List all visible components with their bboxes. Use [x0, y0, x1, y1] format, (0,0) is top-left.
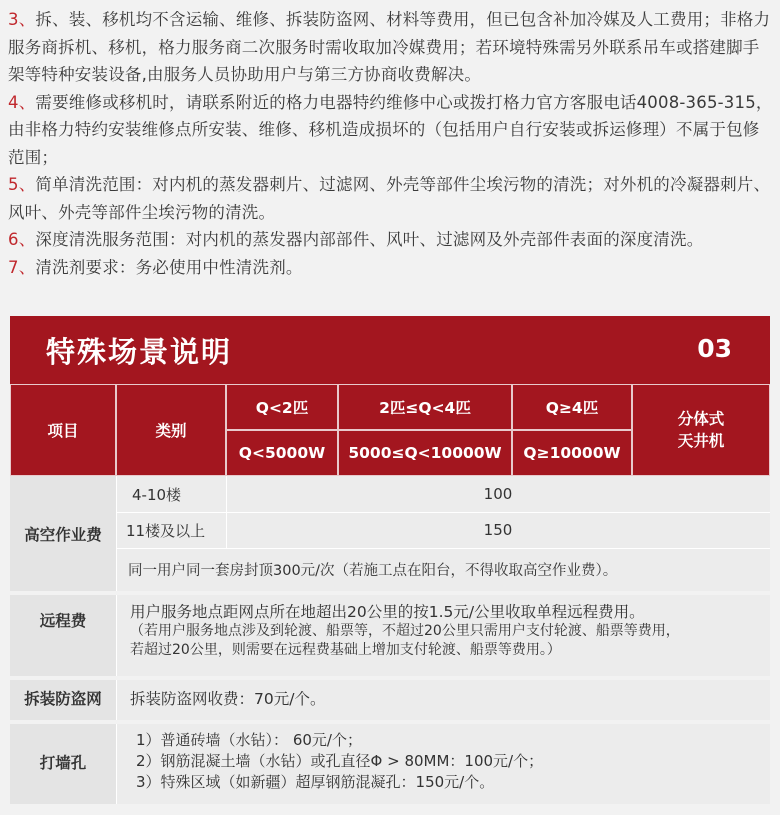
wall-hole-item-2: 2）钢筋混凝土墙（水钻）或孔直径Φ > 80MM：100元/个； [136, 752, 544, 770]
header-col1-top: Q<2匹 [226, 384, 338, 430]
note-text: 深度清洗服务范围：对内机的蒸发器内部部件、风叶、过滤网及外壳部件表面的深度清洗。 [35, 230, 704, 249]
note-item [8, 226, 774, 254]
header-col2-bottom: 5000≤Q<10000W [338, 430, 512, 476]
divider [116, 512, 770, 513]
remote-fee-label: 远程费 [10, 591, 116, 676]
anti-theft-label: 拆装防盗网 [10, 676, 116, 720]
high-altitude-value-1: 100 [226, 476, 770, 512]
high-altitude-category-1: 4-10楼 [116, 476, 226, 512]
high-altitude-value-2: 150 [226, 512, 770, 548]
remote-fee-line3: 若超过20公里，则需要在远程费基础上增加支付轮渡、船票等费用。） [130, 642, 561, 658]
divider [10, 591, 770, 595]
note-number: 6、 [8, 230, 36, 249]
note-text: 拆、装、移机均不含运输、维修、拆装防盗网、材料等费用，但已包含补加冷媒及人工费用；非格力服务商拆机、移机，格力服务商二次服务时需收取加冷媒费用；若环境特殊需另外联系吊车或搭建脚手架等特种安装设备,由服务人员协助用户与第三方协商收费解决。 [8, 10, 771, 84]
header-col4 [632, 384, 770, 476]
header-category: 类别 [116, 384, 226, 476]
table-header [10, 384, 770, 476]
wall-hole-item-3: 3）特殊区域（如新疆）超厚钢筋混凝孔：150元/个。 [136, 773, 495, 791]
note-item [8, 254, 774, 282]
header-col3-top: Q≥4匹 [512, 384, 632, 430]
divider [116, 548, 770, 549]
note-item [8, 171, 774, 226]
note-text: 简单清洗范围：对内机的蒸发器刺片、过滤网、外壳等部件尘埃污物的清洗；对外机的冷凝器刺片、风叶、外壳等部件尘埃污物的清洗。 [8, 175, 771, 222]
divider [116, 476, 117, 804]
divider [10, 676, 770, 680]
note-item [8, 6, 774, 89]
section-number: 03 [697, 334, 732, 363]
header-item: 项目 [10, 384, 116, 476]
high-altitude-label: 高空作业费 [10, 476, 116, 591]
header-col4-line1: 分体式 [677, 410, 725, 428]
note-number: 5、 [8, 175, 36, 194]
divider [10, 720, 770, 724]
note-item [8, 89, 774, 172]
section-title: 特殊场景说明 [46, 335, 233, 369]
remote-fee-line2: （若用户服务地点涉及到轮渡、船票等，不超过20公里只需用户支付轮渡、船票等费用， [130, 623, 680, 639]
high-altitude-category-2: 11楼及以上 [116, 512, 226, 548]
high-altitude-note: 同一用户同一套房封顶300元/次（若施工点在阳台，不得收取高空作业费）。 [116, 548, 770, 591]
note-number: 7、 [8, 257, 36, 277]
header-col1-bottom: Q<5000W [226, 430, 338, 476]
section-banner [10, 316, 770, 384]
anti-theft-text: 拆装防盗网收费：70元/个。 [116, 676, 770, 720]
note-number: 3、 [8, 10, 36, 29]
header-col2-top: 2匹≤Q<4匹 [338, 384, 512, 430]
remote-fee-content [116, 591, 770, 676]
wall-hole-label: 打墙孔 [10, 720, 116, 804]
header-col4-line2: 天井机 [677, 432, 725, 450]
wall-hole-content [116, 720, 770, 804]
note-text: 需要维修或移机时，请联系附近的格力电器特约维修中心或拨打格力官方客服电话4008-365-315，由非格力特约安装维修点所安装、维修、移机造成损坏的（包括用户自行安装或拆运修理）不属于包修范围； [8, 92, 773, 167]
wall-hole-item-1: 1）普通砖墙（水钻）： 60元/个； [136, 731, 362, 749]
header-col3-bottom: Q≥10000W [512, 430, 632, 476]
remote-fee-line1: 用户服务地点距网点所在地超出20公里的按1.5元/公里收取单程远程费用。 [130, 603, 645, 621]
note-text: 清洗剂要求：务必使用中性清洗剂。 [35, 257, 303, 277]
note-number: 4、 [8, 92, 36, 112]
notes-section [8, 6, 774, 281]
